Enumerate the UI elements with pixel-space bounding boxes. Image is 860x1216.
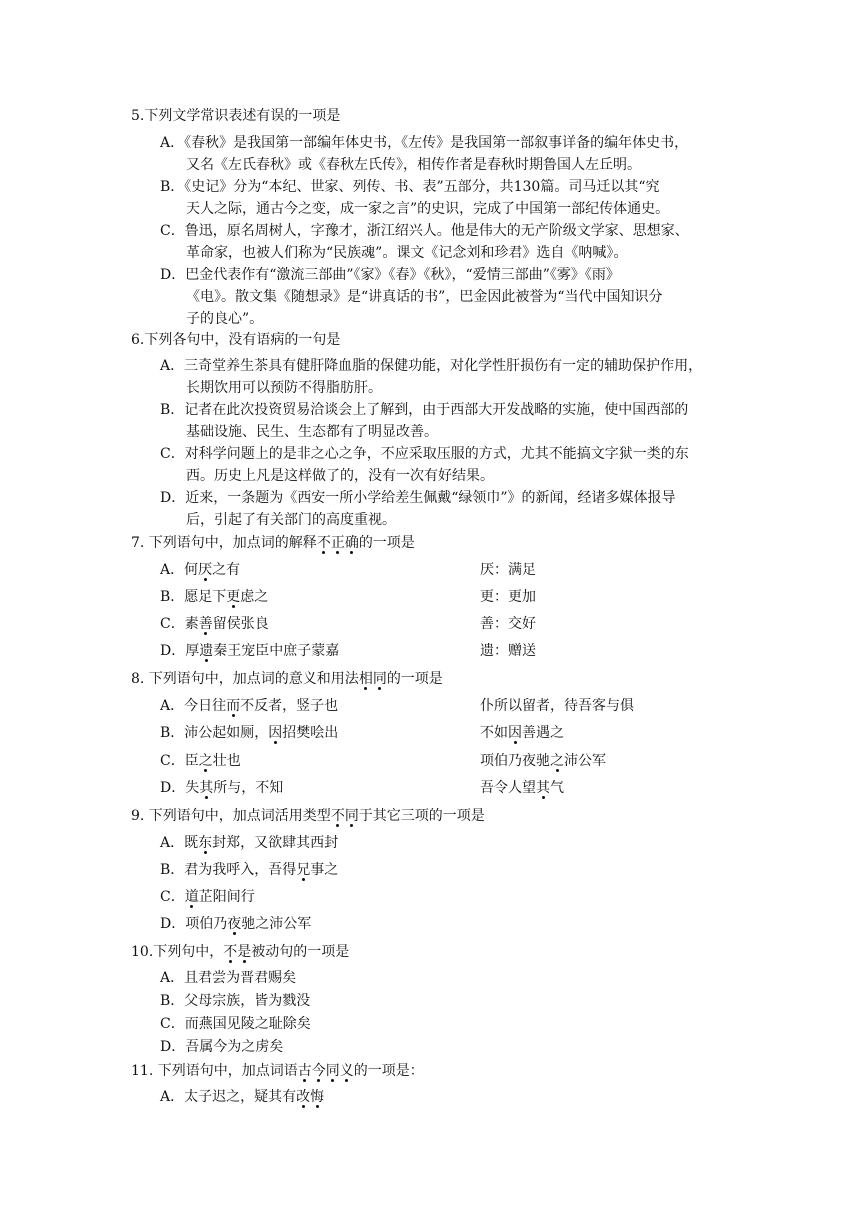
q6-option-b-line2: 基础设施、民生、生态都有了明显改善。 — [186, 424, 438, 440]
q7-option-d: D．厚遗秦王宠臣中庶子蒙嘉 — [160, 643, 340, 659]
q6-option-b-line1: B．记者在此次投资贸易洽谈会上了解到，由于西部大开发战略的实施，使中国西部的 — [160, 402, 689, 418]
q7-d-keyword: 遗 — [199, 643, 214, 659]
q8-c-keyword: 之 — [198, 753, 213, 769]
q5-option-a-line1: A．《春秋》是我国第一部编年体史书，《左传》是我国第一部叙事详备的编年体史书， — [160, 135, 689, 151]
q8-d-compare-keyword: 其 — [536, 780, 550, 796]
q9-d-keyword: 夜 — [227, 916, 242, 932]
q5-option-d-line2: 《电》。散文集《随想录》是“讲真话的书”，巴金因此被誉为“当代中国知识分 — [186, 289, 663, 305]
q11-option-a: A．太子迟之，疑其有改悔 — [160, 1089, 325, 1105]
q5-option-b-line1: B．《史记》分为“本纪、世家、列传、书、表”五部分，共130篇。司马迁以其“究 — [160, 179, 660, 195]
q8-option-b-compare: 不如因善遇之 — [480, 725, 564, 741]
q8-stem: 8. 下列语句中，加点词的意义和用法相同的一项是 — [131, 671, 443, 687]
q9-a-keyword: 东 — [198, 835, 213, 851]
q8-d-keyword: 其 — [199, 780, 214, 796]
q8-stem-keyword: 相 — [358, 671, 373, 687]
q9-option-d: D．项伯乃夜驰之沛公军 — [160, 916, 312, 932]
q8-stem-keyword: 同 — [372, 671, 387, 687]
q5-option-a-line2: 又名《左氏春秋》或《春秋左氏传》，相传作者是春秋时期鲁国人左丘明。 — [186, 157, 641, 173]
q8-option-b: B．沛公起如厕，因招樊哙出 — [160, 725, 339, 741]
q6-option-a-line1: A．三奇堂养生茶具有健肝降血脂的保健功能，对化学性肝损伤有一定的辅助保护作用， — [160, 358, 703, 374]
q6-option-a-line2: 长期饮用可以预防不得脂肪肝。 — [186, 380, 382, 396]
q11-stem: 11. 下列语句中，加点词语古今同义的一项是： — [131, 1063, 424, 1079]
q7-option-d-gloss: 遗：赠送 — [480, 643, 536, 659]
q6-stem: 6.下列各句中，没有语病的一句是 — [131, 332, 341, 348]
q6-option-c-line2: 西。历史上凡是这样做了的，没有一次有好结果。 — [186, 468, 494, 484]
q7-option-c-gloss: 善：交好 — [480, 616, 536, 632]
q7-stem: 7. 下列语句中，加点词的解释不正确的一项是 — [131, 535, 415, 551]
q10-stem-keyword: 是 — [237, 944, 252, 960]
q10-option-b: B．父母宗族，皆为戮没 — [160, 993, 311, 1009]
q5-option-c-line2: 革命家，也被人们称为“民族魂”。课文《记念刘和珍君》选自《呐喊》。 — [186, 245, 628, 261]
q9-c-keyword: 道 — [184, 889, 199, 905]
q9-option-c: C．道芷阳间行 — [160, 889, 255, 905]
q7-stem-keyword: 正 — [330, 535, 345, 551]
q8-b-compare-keyword: 因 — [508, 725, 522, 741]
q7-option-b-gloss: 更：更加 — [480, 589, 536, 605]
q9-option-b: B．君为我呼入，吾得兄事之 — [160, 862, 339, 878]
q5-option-c-line1: C．鲁迅，原名周树人，字豫才，浙江绍兴人。他是伟大的无产阶级文学家、思想家、 — [160, 223, 689, 239]
q7-option-a: A．何厌之有 — [160, 562, 241, 578]
q6-option-d-line1: D．近来，一条题为《西安一所小学给差生佩戴“绿领巾”》的新闻，经诸多媒体报导 — [160, 490, 676, 506]
q7-stem-keyword: 不 — [316, 535, 331, 551]
q7-option-a-gloss: 厌：满足 — [480, 562, 536, 578]
q11-stem-keyword: 义 — [339, 1063, 354, 1079]
q9-stem: 9. 下列语句中，加点词活用类型不同于其它三项的一项是 — [131, 808, 485, 824]
q11-a-keyword: 改 — [296, 1089, 311, 1105]
q8-option-a: A．今日往而不反者，竖子也 — [160, 698, 339, 714]
q5-stem: 5.下列文学常识表述有误的一项是 — [131, 108, 341, 124]
q8-a-keyword: 而 — [226, 698, 241, 714]
q11-stem-keyword: 古 — [297, 1063, 312, 1079]
q7-c-keyword: 善 — [198, 616, 213, 632]
q7-b-keyword: 更 — [226, 589, 241, 605]
q8-option-d: D．失其所与，不知 — [160, 780, 284, 796]
q7-stem-keyword: 确 — [344, 535, 359, 551]
q7-option-b: B．愿足下更虑之 — [160, 589, 269, 605]
q6-option-c-line1: C．对科学问题上的是非之心之争，不应采取压服的方式，尤其不能搞文字狱一类的东 — [160, 446, 689, 462]
q6-option-d-line2: 后，引起了有关部门的高度重视。 — [186, 512, 396, 528]
q11-a-keyword: 悔 — [310, 1089, 325, 1105]
q8-b-keyword: 因 — [268, 725, 283, 741]
q8-option-c: C．臣之壮也 — [160, 753, 241, 769]
q11-stem-keyword: 今 — [311, 1063, 326, 1079]
q10-stem-keyword: 不 — [223, 944, 238, 960]
q5-option-d-line1: D．巴金代表作有“激流三部曲”《家》《春》《秋》，“爱情三部曲”《雾》《雨》 — [160, 267, 620, 283]
q5-option-d-line3: 子的良心”。 — [186, 311, 264, 327]
q9-option-a: A．既东封郑，又欲肆其西封 — [160, 835, 339, 851]
q10-stem: 10.下列句中，不是被动句的一项是 — [131, 944, 350, 960]
q10-option-c: C．而燕国见陵之耻除矣 — [160, 1016, 311, 1032]
q9-stem-keyword: 同 — [344, 808, 359, 824]
q10-option-a: A．且君尝为晋君赐矣 — [160, 970, 297, 986]
q7-a-keyword: 厌 — [198, 562, 213, 578]
q9-b-keyword: 兄 — [296, 862, 311, 878]
q8-c-compare-keyword: 之 — [550, 753, 564, 769]
q7-option-c: C．素善留侯张良 — [160, 616, 269, 632]
q11-stem-keyword: 同 — [325, 1063, 340, 1079]
q8-option-a-compare: 仆所以留者，待吾客与俱 — [480, 698, 634, 714]
q10-option-d: D．吾属今为之虏矣 — [160, 1039, 284, 1055]
q9-stem-keyword: 不 — [330, 808, 345, 824]
q8-option-d-compare: 吾令人望其气 — [480, 780, 564, 796]
q8-option-c-compare: 项伯乃夜驰之沛公军 — [480, 753, 606, 769]
q5-option-b-line2: 天人之际，通古今之变，成一家之言”的史识，完成了中国第一部纪传体通史。 — [186, 201, 670, 217]
